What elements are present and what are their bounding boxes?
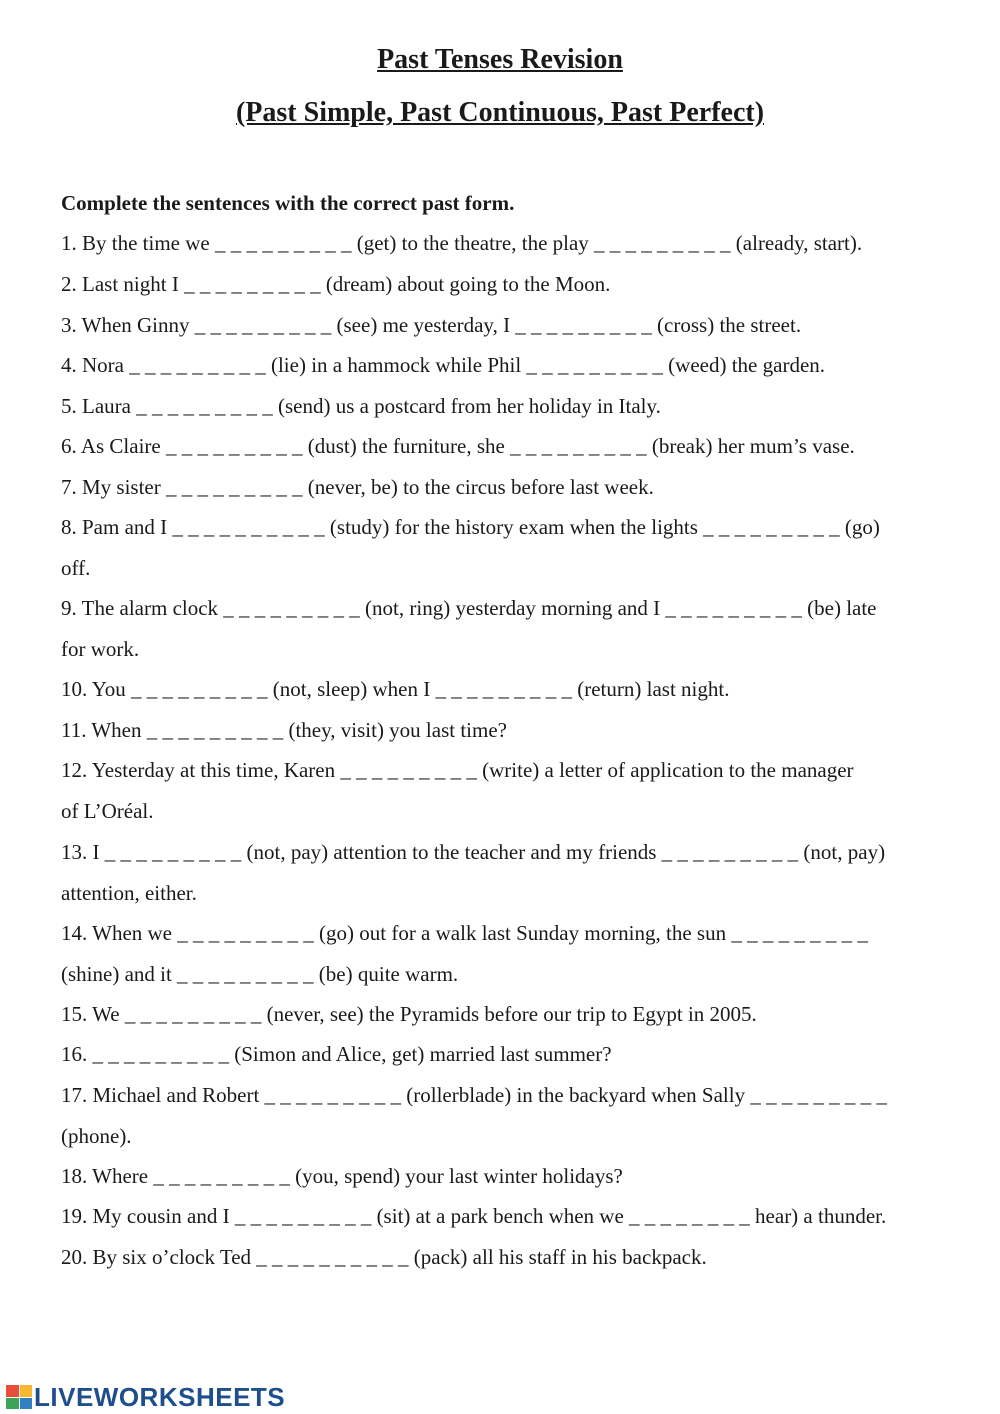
- question-line-continued: attention, either.: [61, 880, 197, 905]
- question-2: [61, 264, 961, 305]
- question-line: 10. You _ _ _ _ _ _ _ _ _ (not, sleep) when I _ _ _ _ _ _ _ _ _ (return) last night.: [61, 677, 730, 701]
- question-line: 13. I _ _ _ _ _ _ _ _ _ (not, pay) attention to the teacher and my friends _ _ _ _ _ _ _ _ _ (not, pay): [61, 840, 886, 864]
- question-6: [61, 426, 961, 467]
- question-line: 3. When Ginny _ _ _ _ _ _ _ _ _ (see) me yesterday, I _ _ _ _ _ _ _ _ _ (cross) the street.: [61, 313, 802, 337]
- question-line-continued: (phone).: [61, 1123, 132, 1148]
- instructions: Complete the sentences with the correct past form.: [61, 191, 515, 215]
- question-18: [61, 1156, 961, 1197]
- logo-square: [20, 1385, 33, 1397]
- page-title: Past Tenses Revision: [377, 44, 623, 75]
- question-8: [61, 507, 961, 588]
- question-line: 11. When _ _ _ _ _ _ _ _ _ (they, visit) you last time?: [61, 718, 507, 742]
- liveworksheets-logo-icon: [6, 1385, 32, 1409]
- question-13: [61, 832, 961, 913]
- question-1: [61, 223, 961, 264]
- logo-square: [20, 1398, 33, 1410]
- question-10: [61, 669, 961, 710]
- question-14: [61, 913, 961, 994]
- question-11: [61, 710, 961, 751]
- question-line: 14. When we _ _ _ _ _ _ _ _ _ (go) out for a walk last Sunday morning, the sun _ _ _ _ _ _ _ _ _: [61, 921, 868, 945]
- question-3: [61, 305, 961, 346]
- question-line: 16. _ _ _ _ _ _ _ _ _ (Simon and Alice, get) married last summer?: [61, 1042, 612, 1066]
- question-line: 4. Nora _ _ _ _ _ _ _ _ _ (lie) in a hammock while Phil _ _ _ _ _ _ _ _ _ (weed) the garden.: [61, 353, 826, 377]
- question-line: 19. My cousin and I _ _ _ _ _ _ _ _ _ (sit) at a park bench when we _ _ _ _ _ _ _ _ hear) a thunder.: [61, 1204, 887, 1228]
- question-line: 2. Last night I _ _ _ _ _ _ _ _ _ (dream) about going to the Moon.: [61, 272, 611, 296]
- question-7: [61, 467, 961, 508]
- logo-square: [6, 1398, 19, 1410]
- question-line: 20. By six o’clock Ted _ _ _ _ _ _ _ _ _ _ (pack) all his staff in his backpack.: [61, 1245, 707, 1269]
- question-line-continued: for work.: [61, 636, 140, 661]
- question-line-continued: off.: [61, 555, 91, 580]
- question-line: 9. The alarm clock _ _ _ _ _ _ _ _ _ (not, ring) yesterday morning and I _ _ _ _ _ _ _ _ _ (be) late: [61, 596, 877, 620]
- question-20: [61, 1237, 961, 1278]
- question-12: [61, 750, 961, 831]
- logo-text: LIVEWORKSHEETS: [34, 1381, 286, 1412]
- question-9: [61, 588, 961, 669]
- question-15: [61, 994, 961, 1035]
- question-line: 8. Pam and I _ _ _ _ _ _ _ _ _ _ (study) for the history exam when the lights _ _ _ _ _ _ _ _ _ (go): [61, 515, 880, 539]
- logo-square: [6, 1385, 19, 1397]
- question-19: [61, 1196, 961, 1237]
- question-17: [61, 1075, 961, 1156]
- question-line: 17. Michael and Robert _ _ _ _ _ _ _ _ _ (rollerblade) in the backyard when Sally _ _ _ _ _ _ _ _ _: [61, 1083, 887, 1107]
- question-line-continued: (shine) and it _ _ _ _ _ _ _ _ _ (be) quite warm.: [61, 961, 459, 986]
- question-16: [61, 1034, 961, 1075]
- question-line: 18. Where _ _ _ _ _ _ _ _ _ (you, spend) your last winter holidays?: [61, 1164, 623, 1188]
- question-line: 6. As Claire _ _ _ _ _ _ _ _ _ (dust) the furniture, she _ _ _ _ _ _ _ _ _ (break) her mum’s vase.: [61, 434, 855, 458]
- question-line: 15. We _ _ _ _ _ _ _ _ _ (never, see) the Pyramids before our trip to Egypt in 2005.: [61, 1002, 757, 1026]
- question-4: [61, 345, 961, 386]
- question-line-continued: of L’Oréal.: [61, 798, 154, 823]
- question-line: 5. Laura _ _ _ _ _ _ _ _ _ (send) us a postcard from her holiday in Italy.: [61, 394, 661, 418]
- question-line: 12. Yesterday at this time, Karen _ _ _ _ _ _ _ _ _ (write) a letter of application to the manager: [61, 758, 854, 782]
- question-line: 7. My sister _ _ _ _ _ _ _ _ _ (never, be) to the circus before last week.: [61, 475, 654, 499]
- question-5: [61, 386, 961, 427]
- page-subtitle: (Past Simple, Past Continuous, Past Perfect): [235, 97, 765, 128]
- footer-logo[interactable]: [6, 1380, 285, 1414]
- question-line: 1. By the time we _ _ _ _ _ _ _ _ _ (get) to the theatre, the play _ _ _ _ _ _ _ _ _ (already, start).: [61, 231, 863, 255]
